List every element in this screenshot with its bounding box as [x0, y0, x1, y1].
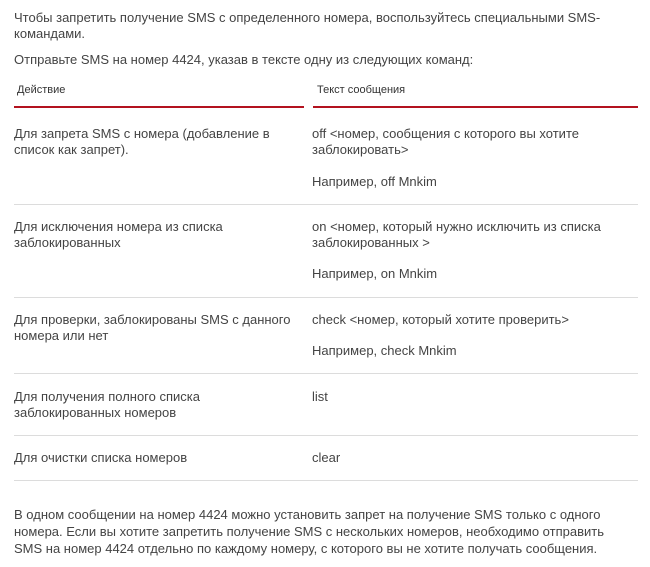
header-rule-right	[313, 106, 638, 108]
row-divider	[14, 480, 638, 481]
table-row-command: clear	[312, 450, 341, 465]
table-row-action: Для запрета SMS с номера (добавление в список как запрет).	[14, 126, 270, 157]
column-header-message: Текст сообщения	[317, 84, 406, 96]
table-row-action: Для получения полного списка заблокированных номеров	[14, 389, 200, 420]
table-row-action: Для проверки, заблокированы SMS с данного номера или нет	[14, 312, 291, 343]
row-divider	[14, 297, 638, 298]
table-row-example: Например, check Mnkim	[312, 343, 457, 358]
row-divider	[14, 435, 638, 436]
table-row-action: Для исключения номера из списка заблокированных	[14, 219, 223, 250]
row-divider	[14, 204, 638, 205]
column-header-action: Действие	[17, 84, 66, 96]
table-row-command: on <номер, который нужно исключить из списка заблокированных >	[312, 219, 601, 250]
footnote-paragraph: В одном сообщении на номер 4424 можно установить запрет на получение SMS только с одного номера. Если вы хотите запретить получение SMS с нескольких номеров, необходимо отправить SMS на номер 4424 отдельно по каждому номеру, с которого вы не хотите получать сообщения.	[14, 507, 604, 556]
table-row-example: Например, off Mnkim	[312, 174, 437, 189]
row-divider	[14, 373, 638, 374]
table-row-example: Например, on Mnkim	[312, 266, 438, 281]
instruction-text: Отправьте SMS на номер 4424, указав в тексте одну из следующих команд:	[14, 52, 474, 67]
table-row-command: off <номер, сообщения с которого вы хотите заблокировать>	[312, 126, 579, 157]
header-rule-left	[14, 106, 304, 108]
intro-paragraph: Чтобы запретить получение SMS с определенного номера, воспользуйтесь специальными SMS-командами.	[14, 10, 601, 41]
table-row-action: Для очистки списка номеров	[14, 450, 188, 465]
table-row-command: list	[312, 389, 328, 404]
table-row-command: check <номер, который хотите проверить>	[312, 312, 569, 327]
